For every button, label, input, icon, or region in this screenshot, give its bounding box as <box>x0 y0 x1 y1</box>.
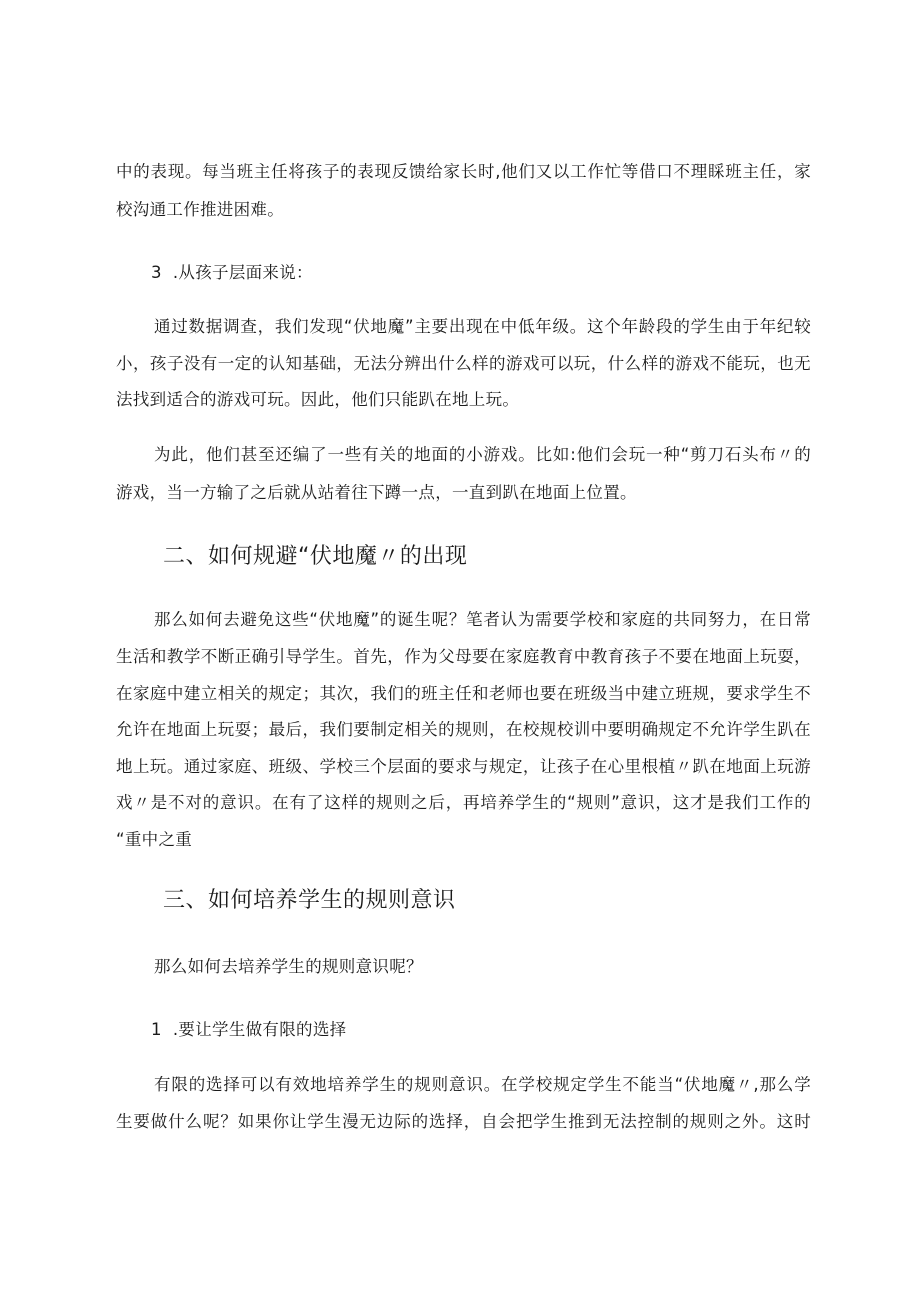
paragraph-2-line-2: 小，孩子没有一定的认知基础，无法分辨出什么样的游戏可以玩，什么样的游戏不能玩，也无 <box>116 354 811 373</box>
paragraph-5: 那么如何去培养学生的规则意识呢？ <box>154 957 423 976</box>
list-item-3: 3 .从孩子层面来说： <box>151 263 313 282</box>
section-heading-2: 二、如何规避“伏地魔〃的出现 <box>163 544 468 569</box>
paragraph-3-line-2: 游戏，当一方输了之后就从站着往下蹲一点，一直到趴在地面上位置。 <box>116 483 637 502</box>
paragraph-1-line-1: 中的表现。每当班主任将孩子的表现反馈给家长时,他们又以工作忙等借口不理睬班主任，家 <box>116 162 811 181</box>
paragraph-2-line-3: 法找到适合的游戏可玩。因此，他们只能趴在地上玩。 <box>116 390 520 409</box>
paragraph-4-line-1: 那么如何去避免这些“伏地魔”的诞生呢？笔者认为需要学校和家庭的共同努力，在日常 <box>154 610 811 629</box>
list-item-1: 1 .要让学生做有限的选择 <box>151 1020 347 1039</box>
paragraph-6-line-2: 生要做什么呢？如果你让学生漫无边际的选择，自会把学生推到无法控制的规则之外。这时 <box>116 1112 811 1131</box>
paragraph-4-line-6: 戏〃是不对的意识。在有了这样的规则之后，再培养学生的“规则”意识，这才是我们工作的 <box>116 793 811 812</box>
paragraph-6-line-1: 有限的选择可以有效地培养学生的规则意识。在学校规定学生不能当“伏地魔〃,那么学 <box>154 1075 811 1094</box>
paragraph-4-line-4: 允许在地面上玩耍；最后，我们要制定相关的规则，在校规校训中要明确规定不允许学生趴在 <box>116 720 811 739</box>
paragraph-4-line-5: 地上玩。通过家庭、班级、学校三个层面的要求与规定，让孩子在心里根植〃趴在地面上玩游 <box>116 757 811 776</box>
paragraph-1-line-2: 校沟通工作推进困难。 <box>116 200 284 219</box>
section-heading-3: 三、如何培养学生的规则意识 <box>163 888 456 913</box>
paragraph-4-line-3: 在家庭中建立相关的规定；其次，我们的班主任和老师也要在班级当中建立班规，要求学生不 <box>116 684 811 703</box>
paragraph-4-line-2: 生活和教学不断正确引导学生。首先，作为父母要在家庭教育中教育孩子不要在地面上玩耍， <box>116 647 811 666</box>
paragraph-3-line-1: 为此，他们甚至还编了一些有关的地面的小游戏。比如:他们会玩一种“剪刀石头布〃的 <box>154 445 811 464</box>
paragraph-2-line-1: 通过数据调查，我们发现“伏地魔”主要出现在中低年级。这个年龄段的学生由于年纪较 <box>154 317 811 336</box>
paragraph-4-line-7: “重中之重 <box>116 830 193 849</box>
